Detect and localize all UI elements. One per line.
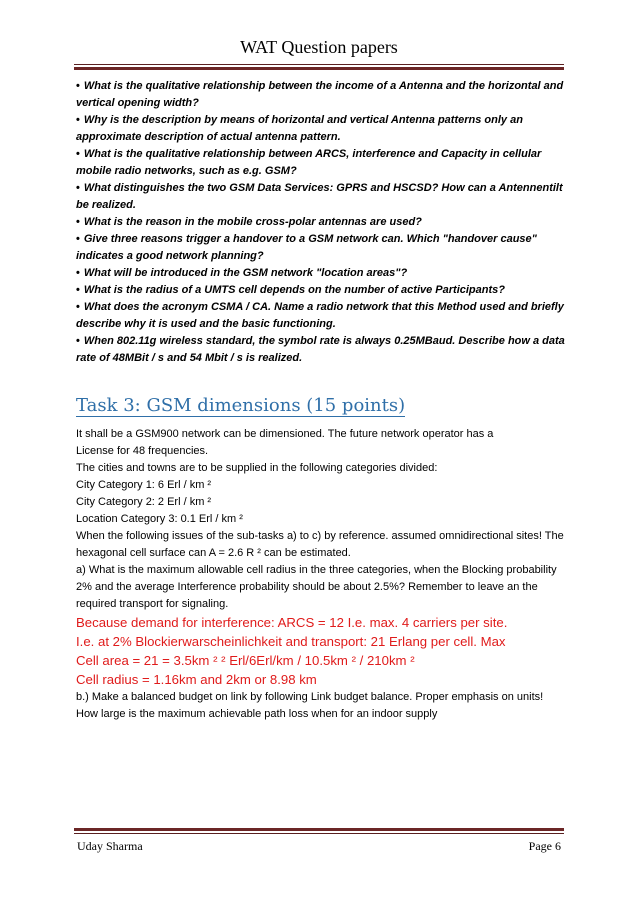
answer-line: Cell area = 21 = 3.5km ² ² Erl/6Erl/km / 10.5km ² / 210km ² [76,653,415,668]
question-text: When 802.11g wireless standard, the symbol rate is always 0.25MBaud. Describe how a data rate of 48MBit / s and 54 Mbit / s is realized. [76,335,565,364]
question-item [76,78,566,112]
answer-line: Cell radius = 1.16km and 2km or 8.98 km [76,672,317,687]
question-text: What distinguishes the two GSM Data Services: GPRS and HSCSD? How can a Antennentilt be realized. [76,182,563,211]
bullet-icon: • [76,335,80,347]
question-item [76,214,566,231]
footer-page-number: Page 6 [528,839,561,853]
footer-author: Uday Sharma [77,839,143,853]
task-paragraph: b.) Make a balanced budget on link by following Link budget balance. Proper emphasis on units! How large is the maximum achievable path loss when for an indoor supply [76,691,544,720]
footer-divider-thick [74,828,564,831]
task-intro [76,426,566,613]
question-text: What does the acronym CSMA / CA. Name a radio network that this Method used and briefly describe why it is used and the basic functioning. [76,301,564,330]
answer-line: I.e. at 2% Blockierwarscheinlichkeit and transport: 21 Erlang per cell. Max [76,634,506,649]
task-paragraph: City Category 1: 6 Erl / km ² [76,479,212,491]
bullet-icon: • [76,301,80,313]
bullet-icon: • [76,233,80,245]
task-paragraph: It shall be a GSM900 network can be dimensioned. The future network operator has a [76,428,494,440]
question-list [76,78,566,367]
task-paragraph: Location Category 3: 0.1 Erl / km ² [76,513,243,525]
bullet-icon: • [76,80,80,92]
task-paragraph: a) What is the maximum allowable cell radius in the three categories, when the Blocking probability 2% and the average Interference probability should be about 2.5%? Remember to leave an the required transport for signaling. [76,564,557,610]
bullet-icon: • [76,182,80,194]
question-text: Give three reasons trigger a handover to a GSM network can. Which "handover cause" indicates a good network planning? [76,233,537,262]
answer-line: Because demand for interference: ARCS = 12 I.e. max. 4 carriers per site. [76,615,508,630]
question-text: Why is the description by means of horizontal and vertical Antenna patterns only an approximate description of actual antenna pattern. [76,114,523,143]
bullet-icon: • [76,216,80,228]
question-text: What will be introduced in the GSM network "location areas"? [83,267,408,279]
bullet-icon: • [76,267,80,279]
page-header-title: WAT Question papers [240,37,398,57]
question-item [76,231,566,265]
question-item [76,299,566,333]
task-paragraph: License for 48 frequencies. [76,445,209,457]
task-paragraph: City Category 2: 2 Erl / km ² [76,496,212,508]
question-item [76,112,566,146]
footer-divider-thin [74,833,564,834]
question-item [76,282,566,299]
page-content [76,78,566,723]
question-text: What is the qualitative relationship between ARCS, interference and Capacity in cellular mobile radio networks, such as e.g. GSM? [76,148,542,177]
header-divider-thin [74,64,564,65]
task-answers [76,613,566,689]
header-divider-thick [74,67,564,70]
question-item [76,333,566,367]
question-item [76,265,566,282]
task-heading-text: Task 3: GSM dimensions (15 points) [76,395,406,416]
task-paragraph: When the following issues of the sub-tasks a) to c) by reference. assumed omnidirectional sites! The hexagonal cell surface can A = 2.6 R ² can be estimated. [76,530,564,559]
task-outro [76,689,566,723]
task-heading [76,394,566,418]
question-item [76,180,566,214]
bullet-icon: • [76,284,80,296]
bullet-icon: • [76,148,80,160]
question-text: What is the reason in the mobile cross-polar antennas are used? [83,216,422,228]
question-text: What is the radius of a UMTS cell depends on the number of active Participants? [83,284,505,296]
question-text: What is the qualitative relationship between the income of a Antenna and the horizontal and vertical opening width? [76,80,564,109]
task-paragraph: The cities and towns are to be supplied in the following categories divided: [76,462,438,474]
question-item [76,146,566,180]
bullet-icon: • [76,114,80,126]
